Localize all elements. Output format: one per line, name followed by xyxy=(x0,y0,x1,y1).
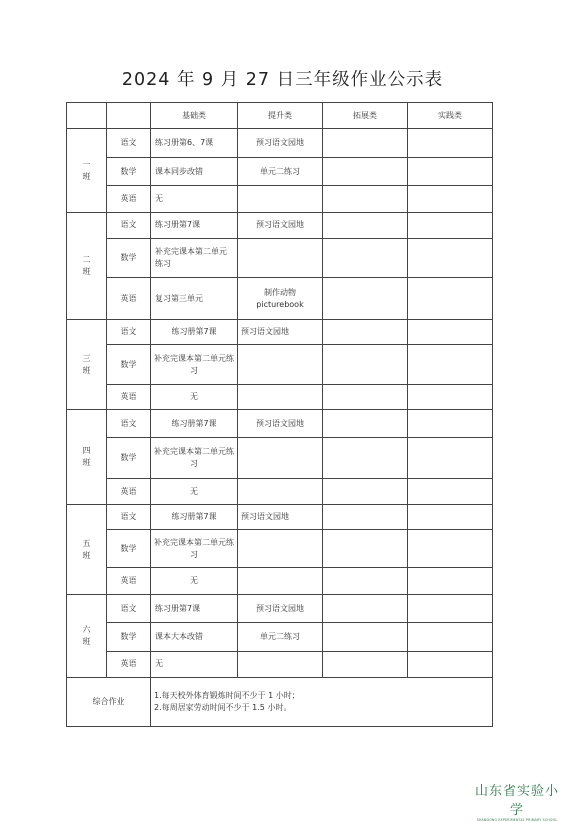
subject-cell: 语文 xyxy=(107,320,151,344)
improve-cell: 单元二练习 xyxy=(238,157,323,185)
improve-cell xyxy=(238,568,323,594)
practice-cell xyxy=(408,478,493,504)
practice-cell xyxy=(408,239,493,278)
practice-cell xyxy=(408,594,493,622)
basic-cell: 无 xyxy=(151,651,238,677)
improve-cell: 预习语文园地 xyxy=(238,212,323,238)
homework-table xyxy=(66,102,493,727)
logo-english-name: SHANDONG EXPERIMENTAL PRIMARY SCHOOL xyxy=(476,818,558,822)
practice-cell xyxy=(408,505,493,529)
extend-cell xyxy=(323,505,408,529)
subject-cell: 语文 xyxy=(107,594,151,622)
practice-cell xyxy=(408,277,493,320)
subject-cell: 数学 xyxy=(107,157,151,185)
subject-cell: 数学 xyxy=(107,239,151,278)
improve-cell: 预习语文园地 xyxy=(238,594,323,622)
improve-cell xyxy=(238,239,323,278)
basic-cell: 复习第三单元 xyxy=(151,277,238,320)
header-improve: 提升类 xyxy=(238,103,323,129)
improve-cell: 预习语文园地 xyxy=(238,409,323,437)
extend-cell xyxy=(323,186,408,212)
improve-cell xyxy=(238,344,323,385)
class-name-cell: 五 班 xyxy=(67,505,107,594)
extend-cell xyxy=(323,409,408,437)
logo-chinese-name: 山东省实验小学 xyxy=(474,784,559,818)
basic-cell: 补充完课本第二单元练习 xyxy=(151,529,238,568)
extend-cell xyxy=(323,212,408,238)
header-practice: 实践类 xyxy=(408,103,493,129)
school-logo xyxy=(472,780,562,822)
improve-cell: 制作动物 picturebook xyxy=(238,277,323,320)
subject-cell: 英语 xyxy=(107,186,151,212)
class-name-cell: 二 班 xyxy=(67,212,107,320)
subject-cell: 英语 xyxy=(107,385,151,409)
subject-cell: 数学 xyxy=(107,438,151,479)
improve-cell xyxy=(238,651,323,677)
basic-cell: 练习册第7课 xyxy=(151,409,238,437)
extend-cell xyxy=(323,594,408,622)
basic-cell: 无 xyxy=(151,385,238,409)
basic-cell: 补充完课本第二单元练习 xyxy=(151,239,238,278)
basic-cell: 无 xyxy=(151,186,238,212)
table-row xyxy=(67,594,493,622)
header-row xyxy=(67,103,493,129)
improve-cell xyxy=(238,186,323,212)
summary-content xyxy=(151,678,493,727)
summary-line: 2.每周居家劳动时间不少于 1.5 小时。 xyxy=(154,703,292,713)
practice-cell xyxy=(408,186,493,212)
table-row xyxy=(67,623,493,651)
practice-cell xyxy=(408,409,493,437)
extend-cell xyxy=(323,239,408,278)
table-row xyxy=(67,438,493,479)
header-extend: 拓展类 xyxy=(323,103,408,129)
practice-cell xyxy=(408,320,493,344)
subject-cell: 数学 xyxy=(107,529,151,568)
basic-cell: 无 xyxy=(151,568,238,594)
extend-cell xyxy=(323,568,408,594)
basic-cell: 练习册第6、7课 xyxy=(151,129,238,157)
subject-cell: 语文 xyxy=(107,409,151,437)
practice-cell xyxy=(408,568,493,594)
extend-cell xyxy=(323,129,408,157)
basic-cell: 补充完课本第二单元练习 xyxy=(151,438,238,479)
improve-cell: 预习语文园地 xyxy=(238,320,323,344)
subject-cell: 英语 xyxy=(107,277,151,320)
basic-cell: 练习册第7课 xyxy=(151,320,238,344)
table-row xyxy=(67,344,493,385)
extend-cell xyxy=(323,344,408,385)
improve-cell xyxy=(238,529,323,568)
improve-cell xyxy=(238,438,323,479)
improve-cell xyxy=(238,385,323,409)
subject-cell: 英语 xyxy=(107,478,151,504)
extend-cell xyxy=(323,157,408,185)
table-row xyxy=(67,478,493,504)
improve-cell: 预习语文园地 xyxy=(238,129,323,157)
table-row xyxy=(67,651,493,677)
basic-cell: 课本同步改错 xyxy=(151,157,238,185)
improve-cell xyxy=(238,478,323,504)
basic-cell: 课本大本改错 xyxy=(151,623,238,651)
improve-cell: 单元二练习 xyxy=(238,623,323,651)
subject-cell: 英语 xyxy=(107,651,151,677)
extend-cell xyxy=(323,478,408,504)
subject-cell: 数学 xyxy=(107,344,151,385)
subject-cell: 英语 xyxy=(107,568,151,594)
extend-cell xyxy=(323,529,408,568)
summary-label: 综合作业 xyxy=(67,678,151,727)
practice-cell xyxy=(408,385,493,409)
practice-cell xyxy=(408,212,493,238)
improve-cell: 预习语文园地 xyxy=(238,505,323,529)
basic-cell: 练习册第7课 xyxy=(151,505,238,529)
practice-cell xyxy=(408,529,493,568)
header-corner-cell xyxy=(67,103,107,129)
practice-cell xyxy=(408,129,493,157)
subject-cell: 语文 xyxy=(107,505,151,529)
table-row xyxy=(67,320,493,344)
practice-cell xyxy=(408,651,493,677)
practice-cell xyxy=(408,623,493,651)
practice-cell xyxy=(408,157,493,185)
table-row xyxy=(67,157,493,185)
summary-row xyxy=(67,678,493,727)
basic-cell: 练习册第7课 xyxy=(151,212,238,238)
table-row xyxy=(67,186,493,212)
extend-cell xyxy=(323,623,408,651)
subject-cell: 数学 xyxy=(107,623,151,651)
table-row xyxy=(67,212,493,238)
practice-cell xyxy=(408,344,493,385)
table-row xyxy=(67,409,493,437)
practice-cell xyxy=(408,438,493,479)
basic-cell: 补充完课本第二单元练习 xyxy=(151,344,238,385)
basic-cell: 无 xyxy=(151,478,238,504)
extend-cell xyxy=(323,651,408,677)
header-basic: 基础类 xyxy=(151,103,238,129)
class-name-cell: 一 班 xyxy=(67,129,107,212)
table-row xyxy=(67,529,493,568)
class-name-cell: 三 班 xyxy=(67,320,107,409)
table-row xyxy=(67,277,493,320)
class-name-cell: 四 班 xyxy=(67,409,107,505)
class-name-cell: 六 班 xyxy=(67,594,107,677)
table-row xyxy=(67,568,493,594)
summary-line: 1.每天校外体育锻炼时间不少于 1 小时； xyxy=(154,691,300,701)
extend-cell xyxy=(323,385,408,409)
subject-cell: 语文 xyxy=(107,212,151,238)
table-row xyxy=(67,385,493,409)
table-row xyxy=(67,505,493,529)
table-row xyxy=(67,239,493,278)
basic-cell: 练习册第7课 xyxy=(151,594,238,622)
table-row xyxy=(67,129,493,157)
subject-cell: 语文 xyxy=(107,129,151,157)
extend-cell xyxy=(323,438,408,479)
page-title: 2024 年 9 月 27 日三年级作业公示表 xyxy=(121,70,444,90)
header-corner-cell xyxy=(107,103,151,129)
extend-cell xyxy=(323,320,408,344)
extend-cell xyxy=(323,277,408,320)
